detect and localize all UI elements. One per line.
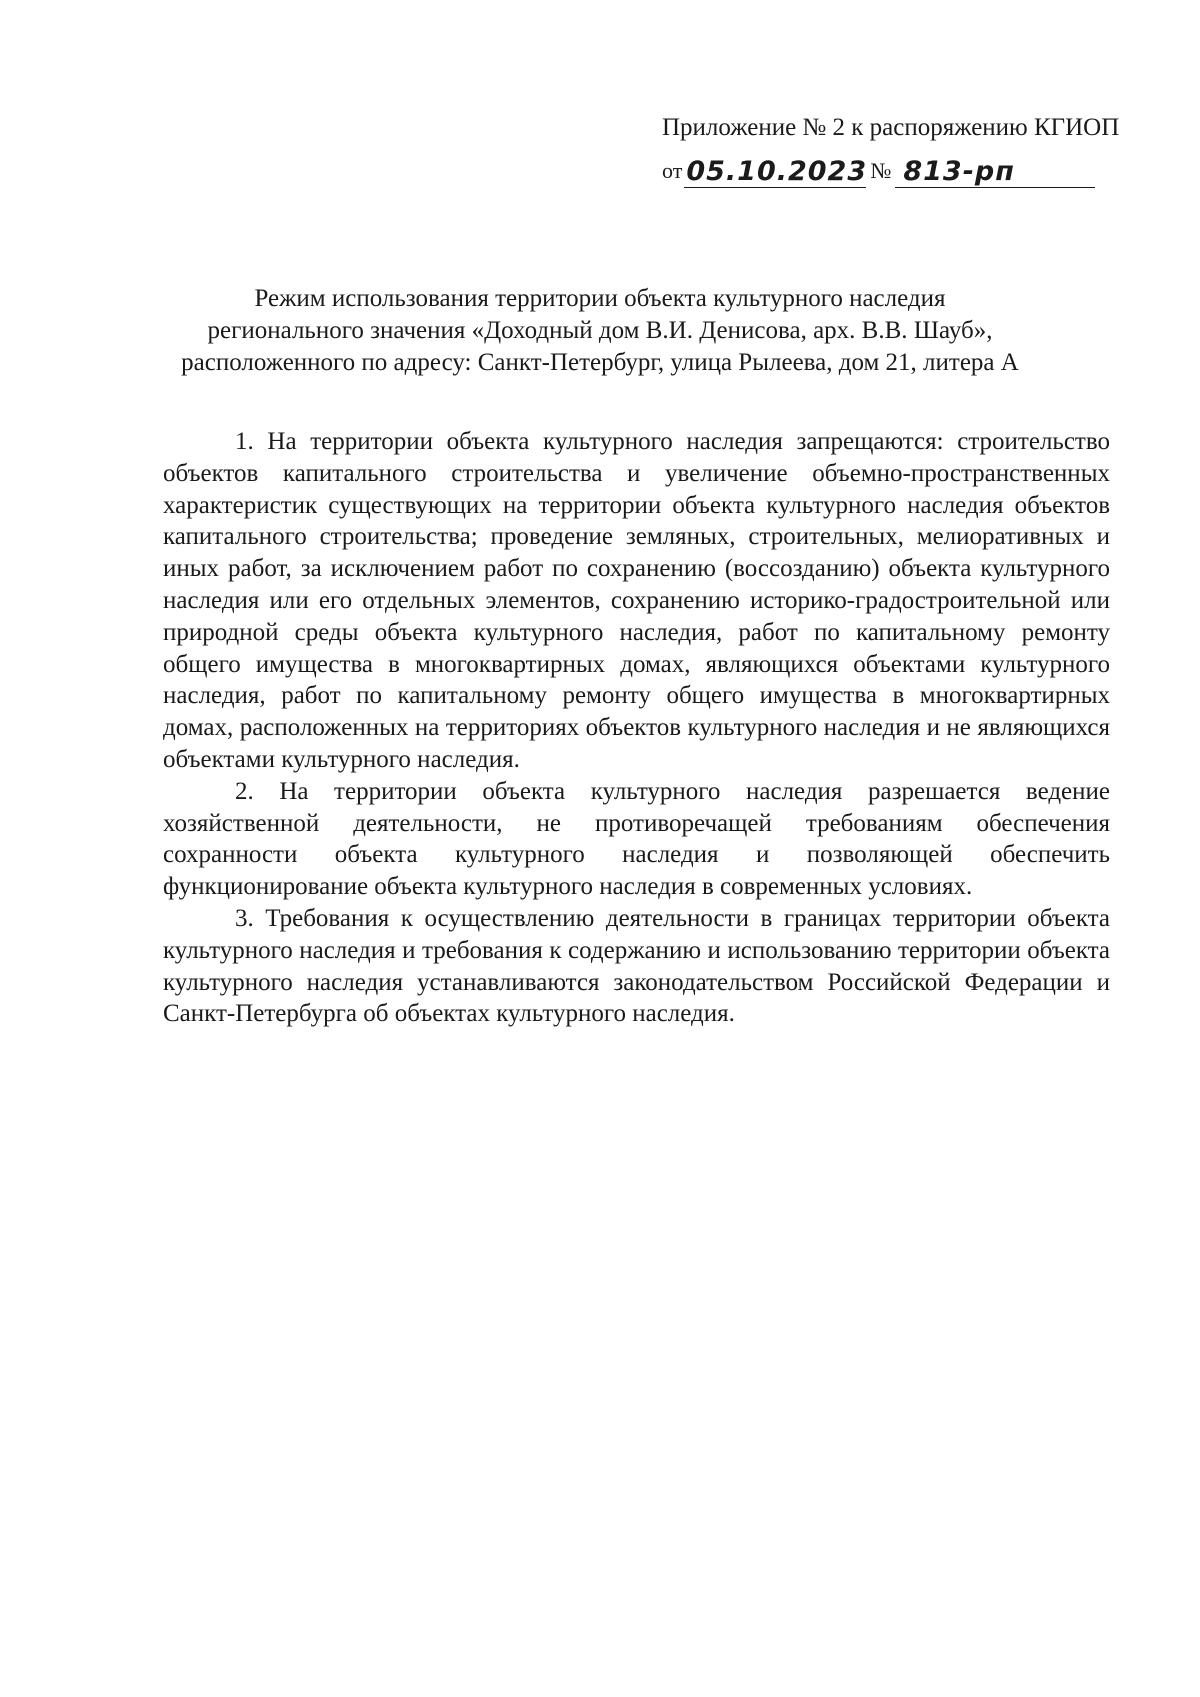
paragraph-3: 3. Требования к осуществлению деятельности в границах территории объекта культурного наследия и требования к содержанию и использованию территории объекта культурного наследия устанавливаются законодательством Российской Федерации и Санкт-Петербурга об объектах культурного наследия. (163, 904, 1110, 1028)
annex-header (662, 112, 1120, 188)
paragraph-2: 2. На территории объекта культурного наследия разрешается ведение хозяйственной деятельности, не противоречащей требованиям обеспечения сохранности объекта культурного наследия и позволяющей обеспечить функционирование объекта культурного наследия в современных условиях. (163, 777, 1110, 901)
order-date-handwritten: 05.10.2023 (686, 156, 868, 187)
document-title (160, 283, 1040, 379)
order-number-sign: № (870, 158, 892, 183)
annex-title: Приложение № 2 к распоряжению КГИОП (662, 114, 1120, 141)
paragraph-1: 1. На территории объекта культурного наследия запрещаются: строительство объектов капитального строительства и увеличение объемно-пространственных характеристик существующих на территории объекта культурного наследия объектов капитального строительства; проведение земляных, строительных, мелиоративных и иных работ, за исключением работ по сохранению (воссозданию) объекта культурного наследия или его отдельных элементов, сохранению историко-градостроительной или природной среды объекта культурного наследия, работ по капитальному ремонту общего имущества в многоквартирных домах, являющихся объектами культурного наследия, работ по капитальному ремонту общего имущества в многоквартирных домах, расположенных на территориях объектов культурного наследия и не являющихся объектами культурного наследия. (163, 428, 1110, 773)
order-number-handwritten: 813-рп (895, 157, 1095, 188)
title-line: расположенного по адресу: Санкт-Петербург, улица Рылеева, дом 21, литера А (181, 349, 1019, 376)
title-line: регионального значения «Доходный дом В.И. Денисова, арх. В.В. Шауб», (207, 317, 993, 344)
order-reference (662, 154, 1112, 188)
title-line: Режим использования территории объекта культурного наследия (254, 285, 946, 312)
document-body (163, 426, 1110, 1030)
order-date-prefix: от (662, 158, 683, 183)
